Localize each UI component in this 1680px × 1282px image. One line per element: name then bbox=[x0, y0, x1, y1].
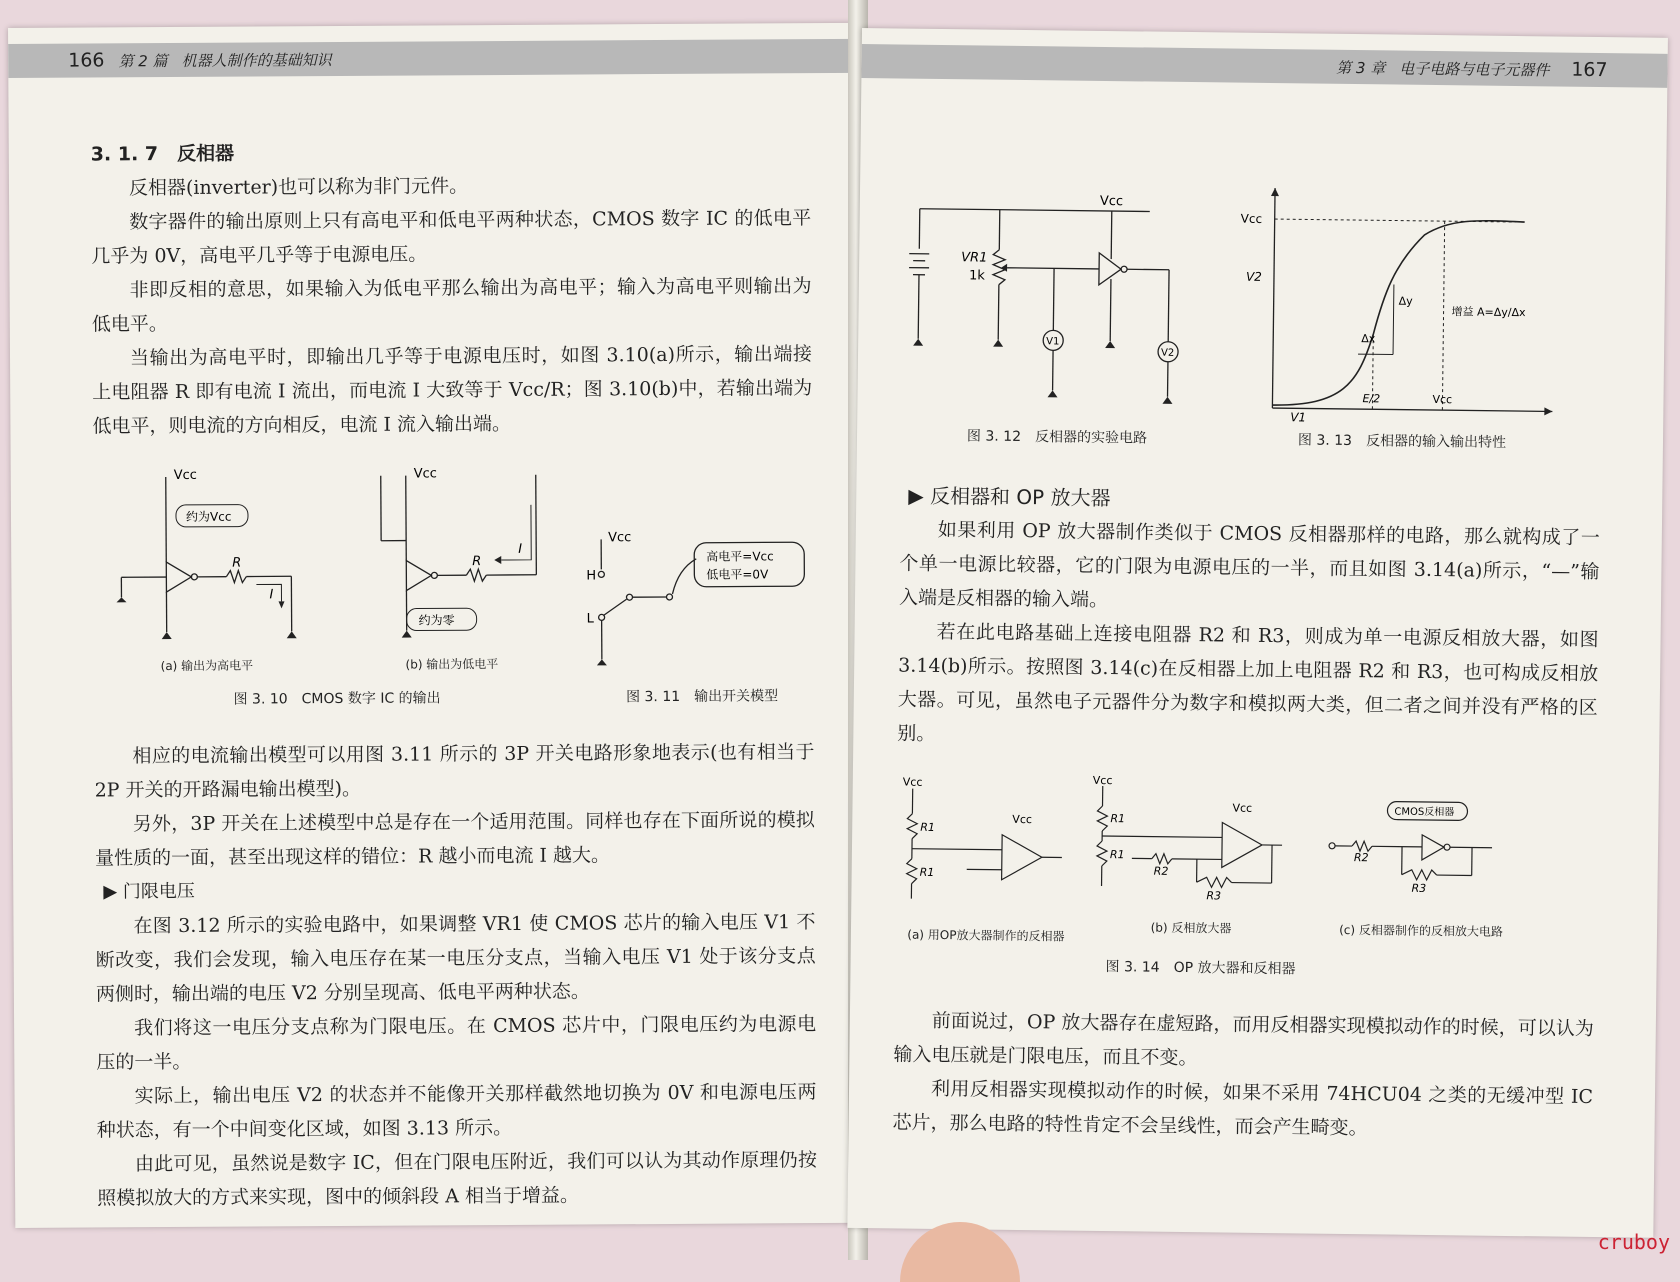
part-title: 机器人制作的基础知识 bbox=[181, 49, 331, 71]
vcc-label-b: Vcc bbox=[414, 466, 437, 481]
right-page bbox=[847, 28, 1668, 1238]
potentiometer-value: 1k bbox=[969, 268, 985, 283]
resistor-label-a: R bbox=[232, 556, 241, 571]
fingertip bbox=[900, 1222, 1020, 1282]
left-page-number: 166 bbox=[68, 49, 104, 71]
vcc-label-a-amp: Vcc bbox=[1012, 813, 1032, 826]
figure-3-14 bbox=[890, 773, 1582, 981]
voltmeter-v1-label: V1 bbox=[1046, 336, 1059, 347]
figure-3-10-caption: 图 3. 10 CMOS 数字 IC 的输出 bbox=[167, 687, 507, 709]
approx-zero-callout: 约为零 bbox=[419, 612, 455, 627]
cmos-inverter-callout: CMOS反相器 bbox=[1394, 805, 1454, 819]
r2-label-b: R2 bbox=[1154, 865, 1169, 878]
figure-3-13-caption: 图 3. 13 反相器的输入输出特性 bbox=[1252, 429, 1552, 453]
r1-label-a-bottom: R1 bbox=[920, 866, 935, 879]
paragraph: 由此可见，虽然说是数字 IC，但在门限电压附近，我们可以认为其动作原理仍按照模拟放大的方式来实现，图中的倾斜段 A 相当于增益。 bbox=[97, 1143, 817, 1215]
figure-3-10 bbox=[106, 465, 577, 708]
voltmeter-v2-label: V2 bbox=[1161, 348, 1174, 359]
vcc-label-a: Vcc bbox=[174, 468, 197, 483]
low-level-note: 低电平=0V bbox=[706, 566, 769, 581]
left-text-block-2 bbox=[94, 735, 817, 1215]
high-level-note: 高电平=Vcc bbox=[706, 548, 774, 563]
r3-label-c: R3 bbox=[1411, 882, 1426, 895]
paragraph: 另外，3P 开关在上述模型中总是存在一个适用范围。同样也存在下面所说的模拟量性质的一面，甚至出现这样的错位：R 越小而电流 I 越大。 bbox=[95, 803, 815, 875]
paragraph: 利用反相器实现模拟动作的时候，如果不采用 74HCU04 之类的无缓冲型 IC 芯片，那么电路的特性肯定不会呈线性，而会产生畸变。 bbox=[892, 1071, 1593, 1148]
resistor-label-b: R bbox=[472, 554, 481, 569]
approx-vcc-callout: 约为Vcc bbox=[186, 509, 231, 524]
current-label-a: I bbox=[269, 587, 273, 602]
section-title: 3. 1. 7 反相器 bbox=[91, 133, 811, 171]
vcc-label: Vcc bbox=[608, 530, 631, 545]
x-axis-label: V1 bbox=[1290, 410, 1306, 424]
caption-3-14-a: (a) 用OP放大器制作的反相器 bbox=[891, 925, 1081, 944]
subsection-heading: ▶ 门限电压 bbox=[103, 871, 815, 909]
figure-3-11 bbox=[586, 528, 817, 709]
subsection-heading: ▶ 反相器和 OP 放大器 bbox=[908, 479, 1600, 521]
right-text-block-1 bbox=[897, 479, 1600, 760]
gain-formula-label: 增益 A=Δy/Δx bbox=[1451, 305, 1526, 319]
chapter-title: 电子电路与电子元器件 bbox=[1399, 57, 1549, 80]
paragraph: 实际上，输出电压 V2 的状态并不能像开关那样截然地切换为 0V 和电源电压两种状态，有一个中间变化区域，如图 3.13 所示。 bbox=[96, 1075, 816, 1147]
right-page-number: 167 bbox=[1571, 59, 1608, 81]
paragraph: 相应的电流输出模型可以用图 3.11 所示的 3P 开关电路形象地表示(也有相当于 2P 开关的开路漏电输出模型)。 bbox=[94, 735, 814, 807]
paragraph: 在图 3.12 所示的实验电路中，如果调整 VR1 使 CMOS 芯片的输入电压 V1 不断改变，我们会发现，输入电压存在某一电压分支点，当输入电压 V1 处于该分支点两侧时，输出端的电压 V2 分别呈现高、低电平两种状态。 bbox=[95, 905, 816, 1011]
vcc-label: Vcc bbox=[1100, 194, 1123, 209]
potentiometer-label: VR1 bbox=[961, 250, 987, 265]
chapter-label: 第 3 章 bbox=[1336, 56, 1385, 78]
figure-3-13 bbox=[1232, 183, 1565, 467]
paragraph: 当输出为高电平时，即输出几乎等于电源电压时，如图 3.10(a)所示，输出端接上电阻器 R 即有电流 I 流出，而电流 I 大致等于 Vcc/R；图 3.10(b)中，若输出端为低电平，则电流的方向相反，电流 I 流入输出端。 bbox=[92, 337, 813, 443]
watermark: cruboy bbox=[1598, 1230, 1670, 1254]
r1-label-a-top: R1 bbox=[920, 821, 935, 834]
paragraph: 反相器(inverter)也可以称为非门元件。 bbox=[91, 167, 811, 205]
paragraph: 非即反相的意思，如果输入为低电平那么输出为高电平；输入为高电平则输出为低电平。 bbox=[92, 269, 812, 341]
low-terminal-label: L bbox=[587, 611, 595, 626]
caption-3-14-c: (c) 反相器制作的反相放大电路 bbox=[1311, 921, 1531, 941]
figure-3-12-caption: 图 3. 12 反相器的实验电路 bbox=[927, 425, 1187, 448]
switch-model-diagram bbox=[586, 528, 817, 669]
caption-3-14-b: (b) 反相放大器 bbox=[1111, 918, 1271, 937]
paragraph: 数字器件的输出原则上只有高电平和低电平两种状态，CMOS 数字 IC 的低电平几乎为 0V，高电平几乎等于电源电压。 bbox=[91, 201, 811, 273]
part-label: 第 2 篇 bbox=[118, 50, 167, 71]
figure-3-14-caption: 图 3. 14 OP 放大器和反相器 bbox=[1050, 955, 1350, 979]
paragraph: 我们将这一电压分支点称为门限电压。在 CMOS 芯片中，门限电压约为电源电压的一半。 bbox=[96, 1007, 816, 1079]
left-running-header bbox=[8, 39, 856, 78]
r3-label-b: R3 bbox=[1206, 889, 1221, 902]
cmos-output-diagram bbox=[106, 465, 577, 663]
delta-y-label: Δy bbox=[1399, 295, 1414, 308]
left-page bbox=[8, 23, 863, 1228]
vcc-tick: Vcc bbox=[1432, 393, 1452, 406]
r1-label-b-bottom: R1 bbox=[1110, 848, 1125, 861]
high-terminal-label: H bbox=[586, 568, 596, 583]
delta-x-label: Δx bbox=[1361, 332, 1376, 345]
paragraph: 若在此电路基础上连接电阻器 R2 和 R3，则成为单一电源反相放大器，如图 3.14(b)所示。按照图 3.14(c)在反相器上加上电阻器 R2 和 R3，也可构成反相放大器。可见，虽然电子元器件分为数字和模拟两大类，但二者之间并没有严格的区别。 bbox=[897, 614, 1599, 759]
paragraph: 前面说过，OP 放大器存在虚短路，而用反相器实现模拟动作的时候，可以认为输入电压就是门限电压，而且不变。 bbox=[893, 1003, 1594, 1080]
vcc-label-b-amp: Vcc bbox=[1232, 802, 1252, 815]
figure-3-12 bbox=[897, 178, 1220, 462]
current-label-b: I bbox=[518, 542, 522, 557]
op-amp-inverter-diagrams bbox=[891, 773, 1583, 921]
right-running-header bbox=[861, 44, 1667, 88]
caption-3-10-a: (a) 输出为高电平 bbox=[117, 656, 297, 674]
paragraph: 如果利用 OP 放大器制作类似于 CMOS 反相器那样的电路，那么就构成了一个单一电源比较器，它的门限为电源电压的一半，而且如图 3.14(a)所示，“—”输入端是反相器的输入端。 bbox=[899, 513, 1600, 624]
r1-label-b-top: R1 bbox=[1110, 812, 1125, 825]
r2-label-c: R2 bbox=[1354, 851, 1369, 864]
transfer-characteristic-plot bbox=[1232, 183, 1565, 427]
vcc-level-label: Vcc bbox=[1241, 212, 1263, 226]
inverter-test-circuit bbox=[897, 178, 1220, 422]
vcc-label-a: Vcc bbox=[903, 776, 923, 789]
caption-3-10-b: (b) 输出为低电平 bbox=[362, 655, 542, 673]
y-axis-label: V2 bbox=[1246, 270, 1262, 284]
left-text-block-1 bbox=[91, 133, 813, 443]
figure-3-11-caption: 图 3. 11 输出开关模型 bbox=[587, 685, 817, 706]
half-supply-tick: E/2 bbox=[1362, 392, 1380, 405]
vcc-label-b: Vcc bbox=[1093, 774, 1113, 787]
right-text-block-2 bbox=[892, 1003, 1594, 1148]
